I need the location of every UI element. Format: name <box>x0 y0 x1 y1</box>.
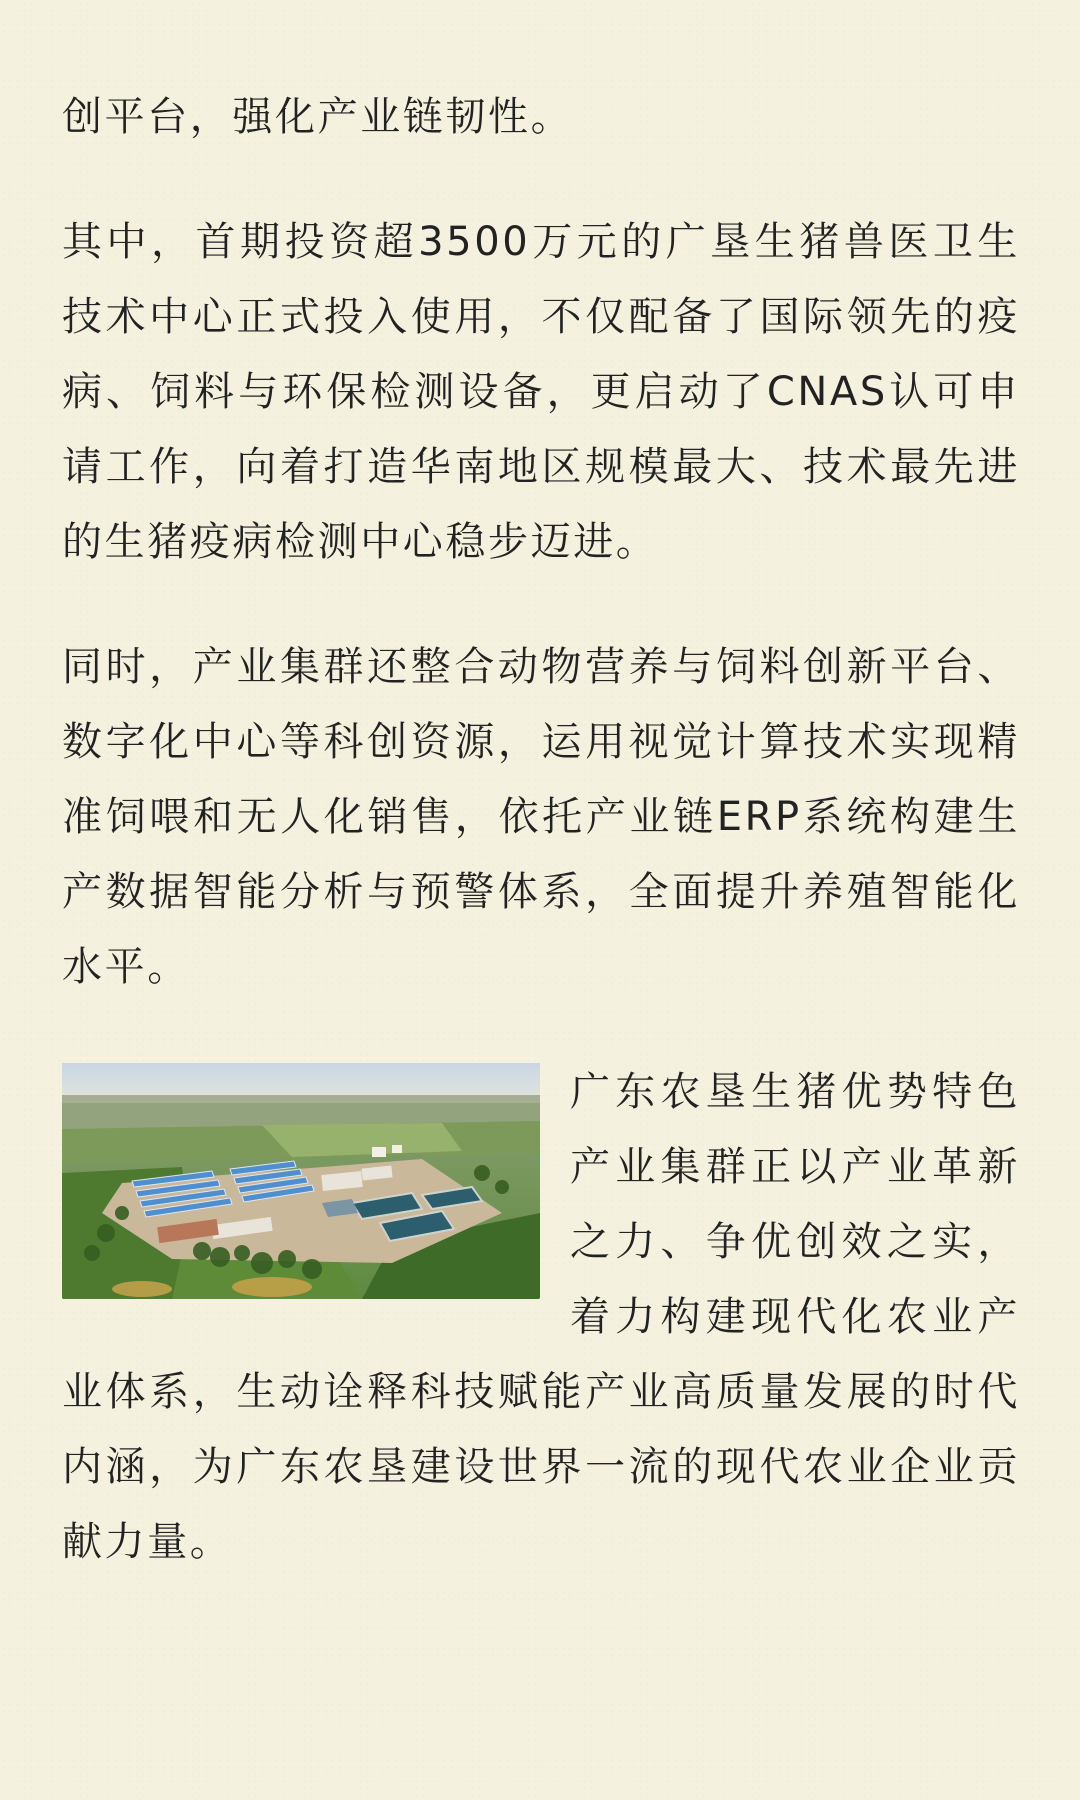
article-body <box>62 80 1020 1580</box>
paragraph-digital-platform: 同时，产业集群还整合动物营养与饲料创新平台、数字化中心等科创资源，运用视觉计算技术实现精准饲喂和无人化销售，依托产业链ERP系统构建生产数据智能分析与预警体系，全面提升养殖智能化水平。 <box>62 644 1020 990</box>
paragraph-closing: 广东农垦生猪优势特色产业集群正以产业革新之力、争优创效之实，着力构建现代化农业产业体系，生动诠释科技赋能产业高质量发展的时代内涵，为广东农垦建设世界一流的现代农业企业贡献力量。 <box>62 1069 1020 1565</box>
aerial-farm-photo <box>62 1063 540 1299</box>
paragraph-closing-block <box>62 1055 1020 1580</box>
paragraph-vet-center: 其中，首期投资超3500万元的广垦生猪兽医卫生技术中心正式投入使用，不仅配备了国际领先的疫病、饲料与环保检测设备，更启动了CNAS认可申请工作，向着打造华南地区规模最大、技术最先进的生猪疫病检测中心稳步迈进。 <box>62 219 1020 565</box>
aerial-farm-illustration <box>62 1063 540 1299</box>
paragraph-intro: 创平台，强化产业链韧性。 <box>62 94 574 140</box>
